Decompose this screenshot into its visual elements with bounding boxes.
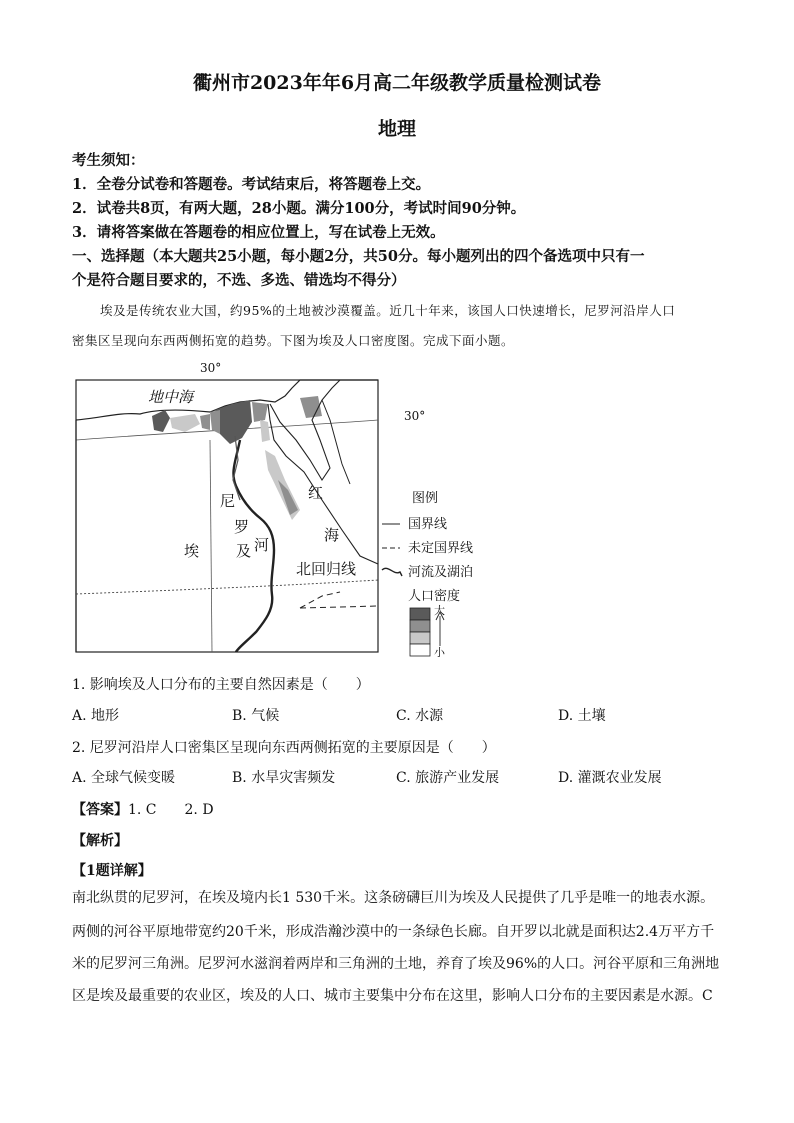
notice-item-1: 1．全卷分试卷和答题卷。考试结束后，将答题卷上交。 — [72, 176, 431, 193]
explanation-line-2: 两侧的河谷平原地带宽约20千米，形成浩瀚沙漠中的一条绿色长廊。自开罗以北就是面积达2.4万平方千 — [72, 924, 715, 940]
analysis-label: 【解析】 — [72, 833, 128, 849]
question-1-option-c: C. 水源 — [396, 708, 444, 724]
nile-label-1: 尼 — [220, 492, 236, 510]
answer-line — [72, 799, 214, 819]
question-1-option-b: B. 气候 — [232, 708, 280, 724]
detail-label: 【1题详解】 — [72, 863, 152, 879]
answer-value: 1. C 2. D — [128, 802, 214, 818]
red-sea-label-1: 红 — [308, 484, 324, 502]
nile-label-3: 河 — [254, 536, 270, 554]
red-sea-label-2: 海 — [324, 526, 340, 544]
question-2-option-b: B. 水旱灾害频发 — [232, 770, 336, 786]
legend-title: 图例 — [412, 491, 439, 506]
explanation-line-3: 米的尼罗河三角洲。尼罗河水滋润着两岸和三角洲的土地，养育了埃及96%的人口。河谷平原和三角洲地 — [72, 956, 720, 972]
legend-density-high — [410, 608, 430, 620]
question-1-option-a: A. 地形 — [72, 708, 120, 724]
legend-low-label: 小 — [434, 646, 445, 659]
legend-density-mid — [410, 620, 430, 632]
notice-heading: 考生须知： — [72, 152, 145, 169]
intro-line1: 埃及是传统农业大国，约95%的土地被沙漠覆盖。近几十年来，该国人口快速增长，尼罗河沿岸人口 — [100, 303, 676, 318]
nile-label-2: 罗 — [234, 518, 250, 536]
egypt-population-map — [60, 360, 500, 660]
page-title: 衢州市2023年年6月高二年级教学质量检测试卷 — [192, 72, 602, 94]
subject-title: 地理 — [377, 118, 416, 140]
answer-label: 【答案】 — [72, 802, 128, 818]
legend-border-label: 国界线 — [408, 517, 448, 532]
egypt-label-1: 埃 — [184, 542, 200, 560]
question-2-option-a: A. 全球气候变暖 — [72, 770, 176, 786]
question-2-stem: 2. 尼罗河沿岸人口密集区呈现向东西两侧拓宽的主要原因是（ ） — [72, 740, 496, 756]
legend-density-title: 人口密度 — [408, 589, 461, 604]
latitude-label: 30° — [404, 409, 426, 423]
question-2-option-d: D. 灌溉农业发展 — [558, 770, 662, 786]
question-1-stem: 1. 影响埃及人口分布的主要自然因素是（ ） — [72, 677, 370, 693]
explanation-line-4: 区是埃及最重要的农业区，埃及的人口、城市主要集中分布在这里，影响人口分布的主要因素是水源。C — [72, 988, 713, 1004]
tropic-label: 北回归线 — [296, 560, 357, 578]
longitude-label: 30° — [200, 361, 222, 375]
egypt-label-2: 及 — [236, 542, 252, 560]
notice-item-2: 2．试卷共8页，有两大题，28小题。满分100分，考试时间90分钟。 — [72, 200, 526, 217]
explanation-line-1: 南北纵贯的尼罗河，在埃及境内长1 530千米。这条磅礴巨川为埃及人民提供了几乎是唯一的地表水源。 — [72, 890, 715, 906]
question-1-option-d: D. 土壤 — [558, 708, 606, 724]
legend-density-low — [410, 632, 430, 644]
section-heading-line2: 个是符合题目要求的，不选、多选、错选均不得分） — [72, 272, 406, 289]
legend-density-none — [410, 644, 430, 656]
legend-river-label: 河流及湖泊 — [408, 565, 474, 580]
section-heading-line1: 一、选择题（本大题共25小题，每小题2分，共50分。每小题列出的四个备选项中只有一 — [72, 248, 645, 265]
notice-item-3: 3．请将答案做在答题卷的相应位置上，写在试卷上无效。 — [72, 224, 445, 241]
legend-river-swatch — [382, 568, 402, 576]
mediterranean-label: 地中海 — [148, 388, 194, 406]
legend-high-label: 大 — [434, 604, 445, 617]
question-2-option-c: C. 旅游产业发展 — [396, 770, 500, 786]
intro-line2: 密集区呈现向东西两侧拓宽的趋势。下图为埃及人口密度图。完成下面小题。 — [72, 333, 515, 348]
legend-undefined-label: 未定国界线 — [408, 541, 474, 556]
